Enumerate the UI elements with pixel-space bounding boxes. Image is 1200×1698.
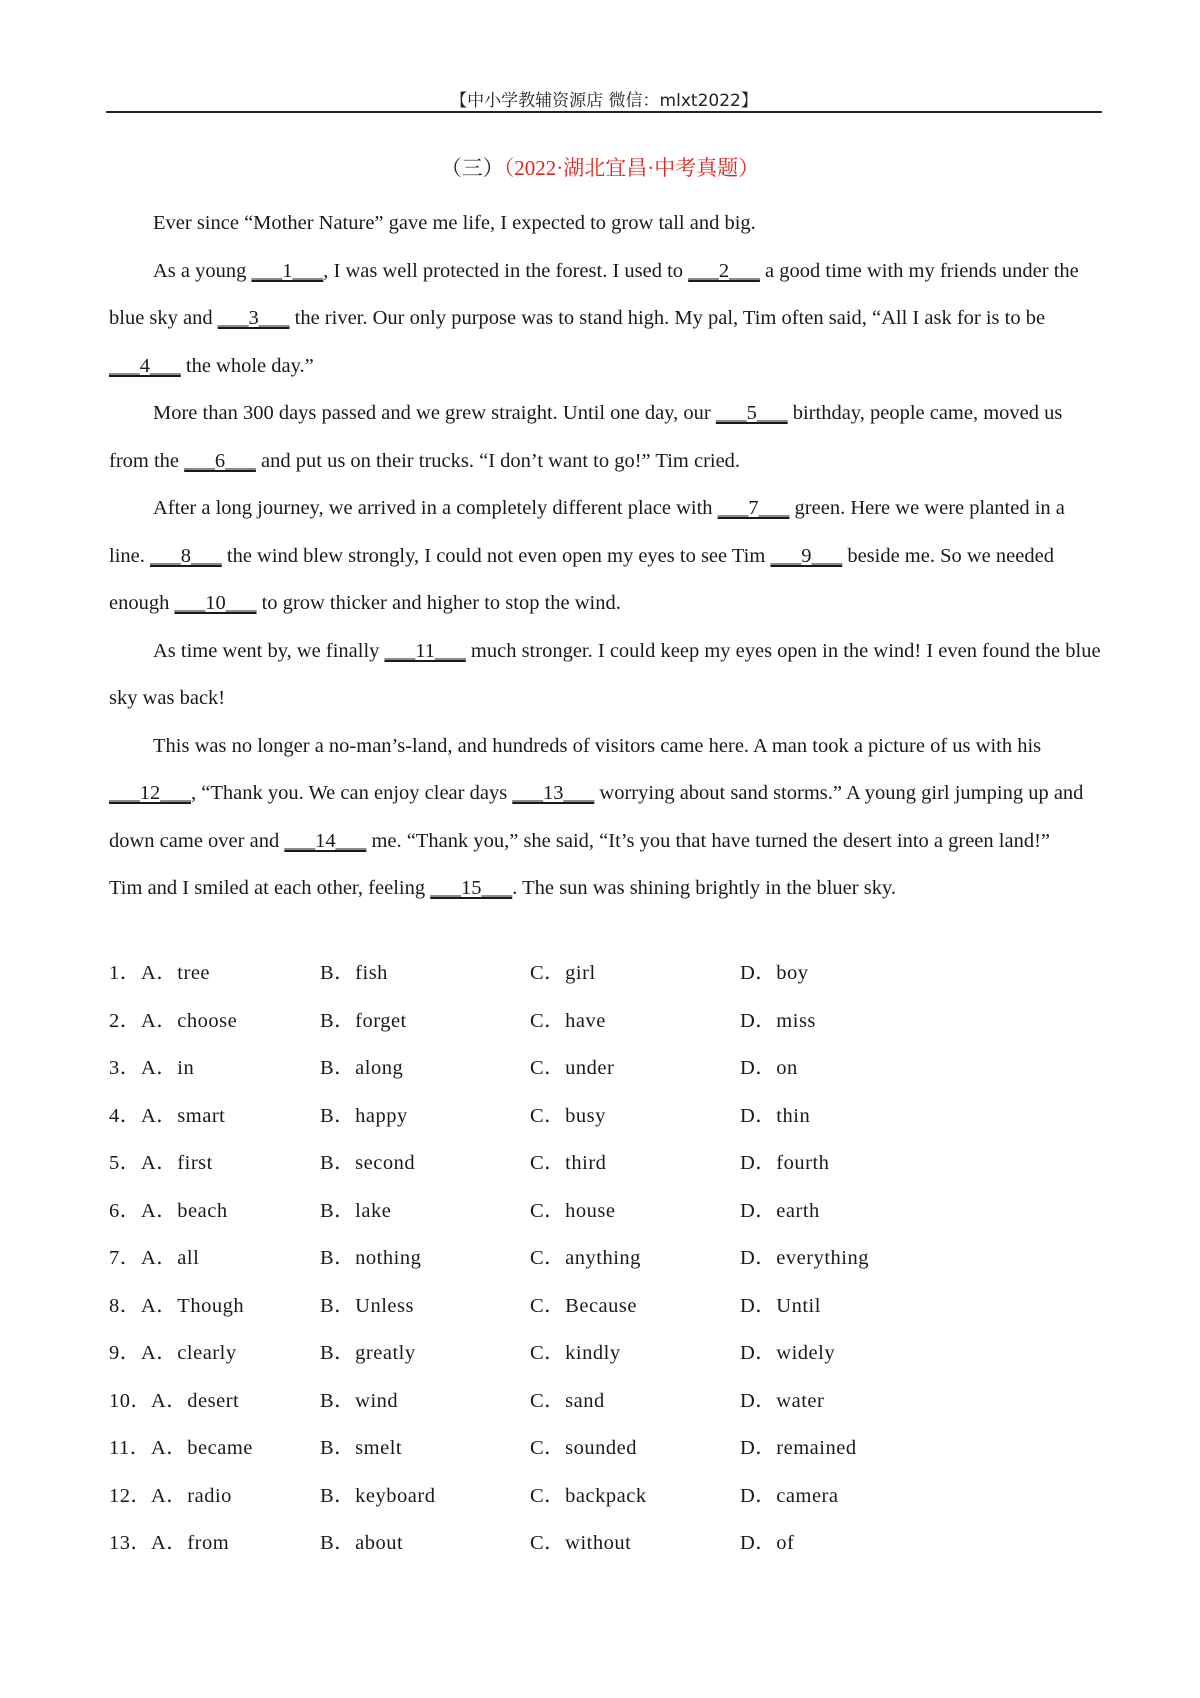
question-row <box>109 1520 1009 1568</box>
question-row <box>109 1093 1009 1141</box>
option-a: A．first <box>141 1152 213 1174</box>
option-d: D．fourth <box>740 1152 830 1174</box>
option-d: D．Until <box>740 1294 821 1317</box>
option-a: A．all <box>141 1247 200 1269</box>
option-c: C．without <box>530 1532 632 1554</box>
option-c: C．sand <box>530 1389 605 1412</box>
option-b: B．nothing <box>320 1247 422 1269</box>
option-d: D．miss <box>740 1009 816 1032</box>
question-number: 8． <box>109 1294 141 1317</box>
question-row <box>109 950 1009 998</box>
passage-text: More than 300 days passed and we grew straight. Until one day, our <box>153 402 716 424</box>
question-row <box>109 1140 1009 1188</box>
passage-text: a good time with my friends under the blue sky and <box>109 259 1079 329</box>
question-number: 11． <box>109 1437 151 1459</box>
passage-text: beside me. So we needed enough <box>109 544 1054 614</box>
option-c: C．have <box>530 1009 606 1032</box>
option-d: D．water <box>740 1389 825 1412</box>
question-row <box>109 998 1009 1046</box>
question-number: 3． <box>109 1057 141 1079</box>
question-number: 1． <box>109 962 141 984</box>
option-d: D．earth <box>740 1199 820 1222</box>
option-c: C．Because <box>530 1294 637 1317</box>
question-number: 2． <box>109 1009 141 1032</box>
passage-text: the river. Our only purpose was to stand high. My pal, Tim often said, “All I ask for is to be <box>289 307 1046 329</box>
option-c: C．third <box>530 1152 607 1174</box>
option-b: B．happy <box>320 1104 408 1127</box>
blank-gap: ___3___ <box>217 307 290 329</box>
option-d: D．camera <box>740 1484 839 1507</box>
passage-paragraph <box>109 248 1101 391</box>
option-b: B．about <box>320 1532 404 1554</box>
question-number: 7． <box>109 1247 141 1269</box>
blank-gap: ___13___ <box>512 782 595 804</box>
option-b: B．smelt <box>320 1437 403 1459</box>
passage-text: After a long journey, we arrived in a completely different place with <box>153 497 718 519</box>
question-row <box>109 1473 1009 1521</box>
blank-gap: ___15___ <box>430 877 513 899</box>
option-d: D．thin <box>740 1104 811 1127</box>
question-row <box>109 1235 1009 1283</box>
passage-text: much stronger. I could keep my eyes open in the wind! I even found the blue sky was back! <box>109 639 1101 709</box>
passage-text: me. “Thank you,” she said, “It’s you that have turned the desert into a green land!” <box>366 829 1050 852</box>
question-row <box>109 1283 1009 1331</box>
option-a: A．choose <box>141 1009 238 1032</box>
blank-gap: ___8___ <box>150 544 222 567</box>
option-a: A．became <box>151 1437 253 1459</box>
section-title <box>0 154 1200 182</box>
option-d: D．everything <box>740 1247 869 1269</box>
passage-text: As time went by, we finally <box>153 639 385 662</box>
option-b: B．second <box>320 1152 416 1174</box>
option-c: C．anything <box>530 1247 641 1269</box>
question-number: 12． <box>109 1484 152 1507</box>
question-row <box>109 1425 1009 1473</box>
blank-gap: ___2___ <box>688 259 760 282</box>
option-c: C．house <box>530 1199 616 1222</box>
blank-gap: ___7___ <box>717 497 790 519</box>
passage-text: worrying about sand storms.” A young girl jumping up and down came over and <box>109 782 1084 852</box>
option-a: A．radio <box>151 1484 232 1507</box>
question-row <box>109 1378 1009 1426</box>
option-d: D．boy <box>740 962 809 984</box>
option-a: A．in <box>141 1057 195 1079</box>
question-number: 9． <box>109 1342 141 1364</box>
cloze-passage <box>109 200 1101 913</box>
passage-paragraph <box>109 390 1101 485</box>
passage-paragraph <box>109 200 1101 248</box>
option-b: B．keyboard <box>320 1484 436 1507</box>
blank-gap: ___9___ <box>770 544 843 567</box>
option-b: B．forget <box>320 1009 407 1032</box>
blank-gap: ___11___ <box>384 639 466 662</box>
option-b: B．Unless <box>320 1294 414 1317</box>
option-a: A．Though <box>141 1294 245 1317</box>
option-d: D．widely <box>740 1342 836 1364</box>
option-b: B．along <box>320 1057 404 1079</box>
option-a: A．clearly <box>141 1342 237 1364</box>
option-c: C．backpack <box>530 1484 647 1507</box>
option-c: C．girl <box>530 962 596 984</box>
option-d: D．remained <box>740 1437 857 1459</box>
passage-text: the whole day.” <box>180 354 314 377</box>
passage-paragraph <box>109 723 1101 866</box>
passage-text: , “Thank you. We can enjoy clear days <box>191 782 513 804</box>
question-row <box>109 1330 1009 1378</box>
passage-text: Tim and I smiled at each other, feeling <box>109 877 431 899</box>
option-a: A．desert <box>151 1389 240 1412</box>
passage-paragraph <box>109 865 1101 913</box>
question-number: 6． <box>109 1199 141 1222</box>
blank-gap: ___1___ <box>251 259 324 282</box>
blank-gap: ___6___ <box>184 449 256 472</box>
answer-options <box>109 950 1009 1568</box>
section-number: （三） <box>440 156 504 180</box>
passage-text: to grow thicker and higher to stop the wind. <box>256 592 621 614</box>
option-b: B．wind <box>320 1389 399 1412</box>
header-divider <box>106 111 1102 113</box>
option-c: C．sounded <box>530 1437 637 1459</box>
blank-gap: ___10___ <box>174 592 257 614</box>
question-number: 10． <box>109 1389 152 1412</box>
passage-text: and put us on their trucks. “I don’t want to go!” Tim cried. <box>255 449 741 472</box>
option-b: B．lake <box>320 1199 392 1222</box>
option-c: C．busy <box>530 1104 606 1127</box>
option-a: A．beach <box>141 1199 228 1222</box>
question-number: 4． <box>109 1104 141 1127</box>
section-source: （2022·湖北宜昌·中考真题） <box>503 156 760 180</box>
option-a: A．from <box>151 1532 230 1554</box>
passage-paragraph <box>109 628 1101 723</box>
blank-gap: ___12___ <box>109 782 191 804</box>
passage-text: . The sun was shining brightly in the bluer sky. <box>512 877 896 899</box>
blank-gap: ___4___ <box>109 354 181 377</box>
question-number: 13． <box>109 1532 152 1554</box>
passage-text: Ever since “Mother Nature” gave me life, I expected to grow tall and big. <box>153 212 756 234</box>
question-number: 5． <box>109 1152 141 1174</box>
option-c: C．kindly <box>530 1342 621 1364</box>
option-a: A．tree <box>141 962 211 984</box>
option-c: C．under <box>530 1057 615 1079</box>
passage-text: , I was well protected in the forest. I used to <box>323 259 689 282</box>
option-b: B．greatly <box>320 1342 416 1364</box>
option-d: D．of <box>740 1532 795 1554</box>
passage-paragraph <box>109 485 1101 628</box>
question-row <box>109 1045 1009 1093</box>
option-d: D．on <box>740 1057 798 1079</box>
question-row <box>109 1188 1009 1236</box>
blank-gap: ___14___ <box>284 829 367 852</box>
passage-text: As a young <box>153 259 252 282</box>
option-a: A．smart <box>141 1104 226 1127</box>
page-header: 【中小学教辅资源店 微信：mlxt2022】 <box>450 91 758 111</box>
passage-text: green. Here we were planted in a line. <box>109 497 1065 567</box>
passage-text: birthday, people came, moved us from the <box>109 402 1063 472</box>
option-b: B．fish <box>320 962 388 984</box>
passage-text: This was no longer a no-man’s-land, and hundreds of visitors came here. A man took a picture of us with his <box>153 734 1042 757</box>
blank-gap: ___5___ <box>715 402 788 424</box>
passage-text: the wind blew strongly, I could not even open my eyes to see Tim <box>221 544 771 567</box>
